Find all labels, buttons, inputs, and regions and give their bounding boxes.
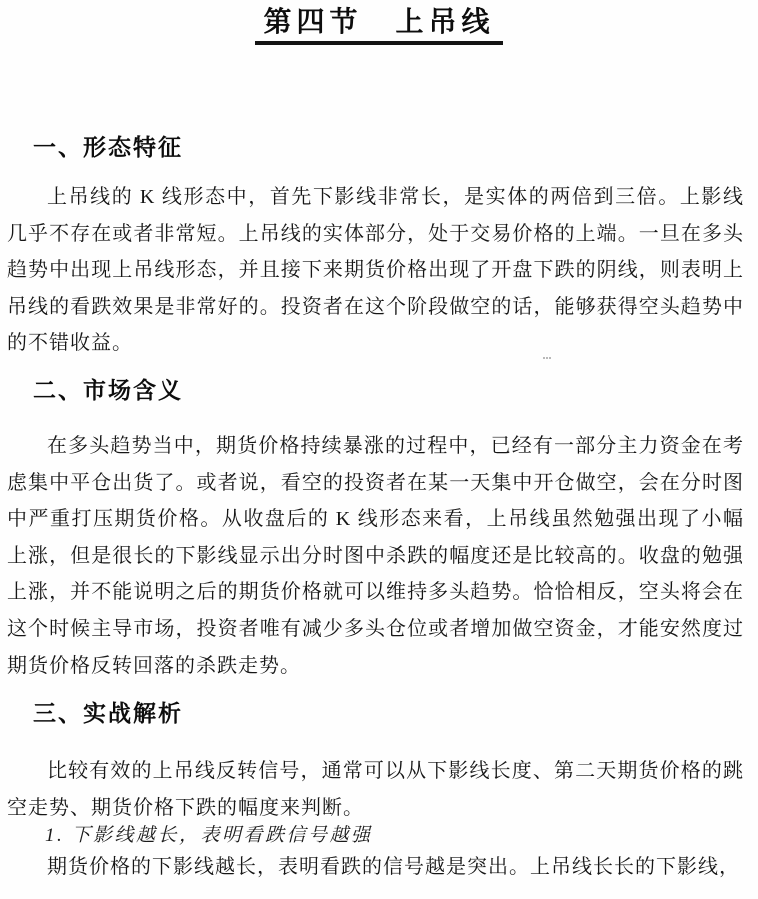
paragraph-pattern-features: 上吊线的 K 线形态中，首先下影线非常长，是实体的两倍到三倍。上影线几乎不存在或者非常短。上吊线的实体部分，处于交易价格的上端。一旦在多头趋势中出现上吊线形态，并且接下来期货价格出现了开盘下跌的阴线，则表明上吊线的看跌效果是非常好的。投资者在这个阶段做空的话，能够获得空头趋势中的不错收益。 (7, 186, 744, 355)
scan-artifact-mark (543, 357, 551, 360)
section-heading-practical-analysis: 三、实战解析 (33, 700, 183, 726)
section-heading-pattern-features: 一、形态特征 (33, 134, 183, 160)
paragraph-lower-shadow-truncated: 期货价格的下影线越长，表明看跌的信号越是突出。上吊线长长的下影线， (47, 856, 740, 878)
section-heading-market-meaning: 二、市场含义 (33, 377, 183, 403)
numbered-subitem-lower-shadow: 1. 下影线越长，表明看跌信号越强 (45, 825, 373, 846)
title-wrap (0, 5, 758, 45)
paragraph-practical-analysis: 比较有效的上吊线反转信号，通常可以从下影线长度、第二天期货价格的跳空走势、期货价格下跌的幅度来判断。 (7, 760, 744, 819)
page-title: 第四节 上吊线 (255, 5, 502, 45)
paragraph-market-meaning: 在多头趋势当中，期货价格持续暴涨的过程中，已经有一部分主力资金在考虑集中平仓出货了。或者说，看空的投资者在某一天集中开仓做空，会在分时图中严重打压期货价格。从收盘后的 K 线形态来看，上吊线虽然勉强出现了小幅上涨，但是很长的下影线显示出分时图中杀跌的幅度还是比较高的。收盘的勉强上涨，并不能说明之后的期货价格就可以维持多头趋势。恰恰相反，空头将会在这个时候主导市场，投资者唯有减少多头仓位或者增加做空资金，才能安然度过期货价格反转回落的杀跌走势。 (7, 435, 744, 677)
